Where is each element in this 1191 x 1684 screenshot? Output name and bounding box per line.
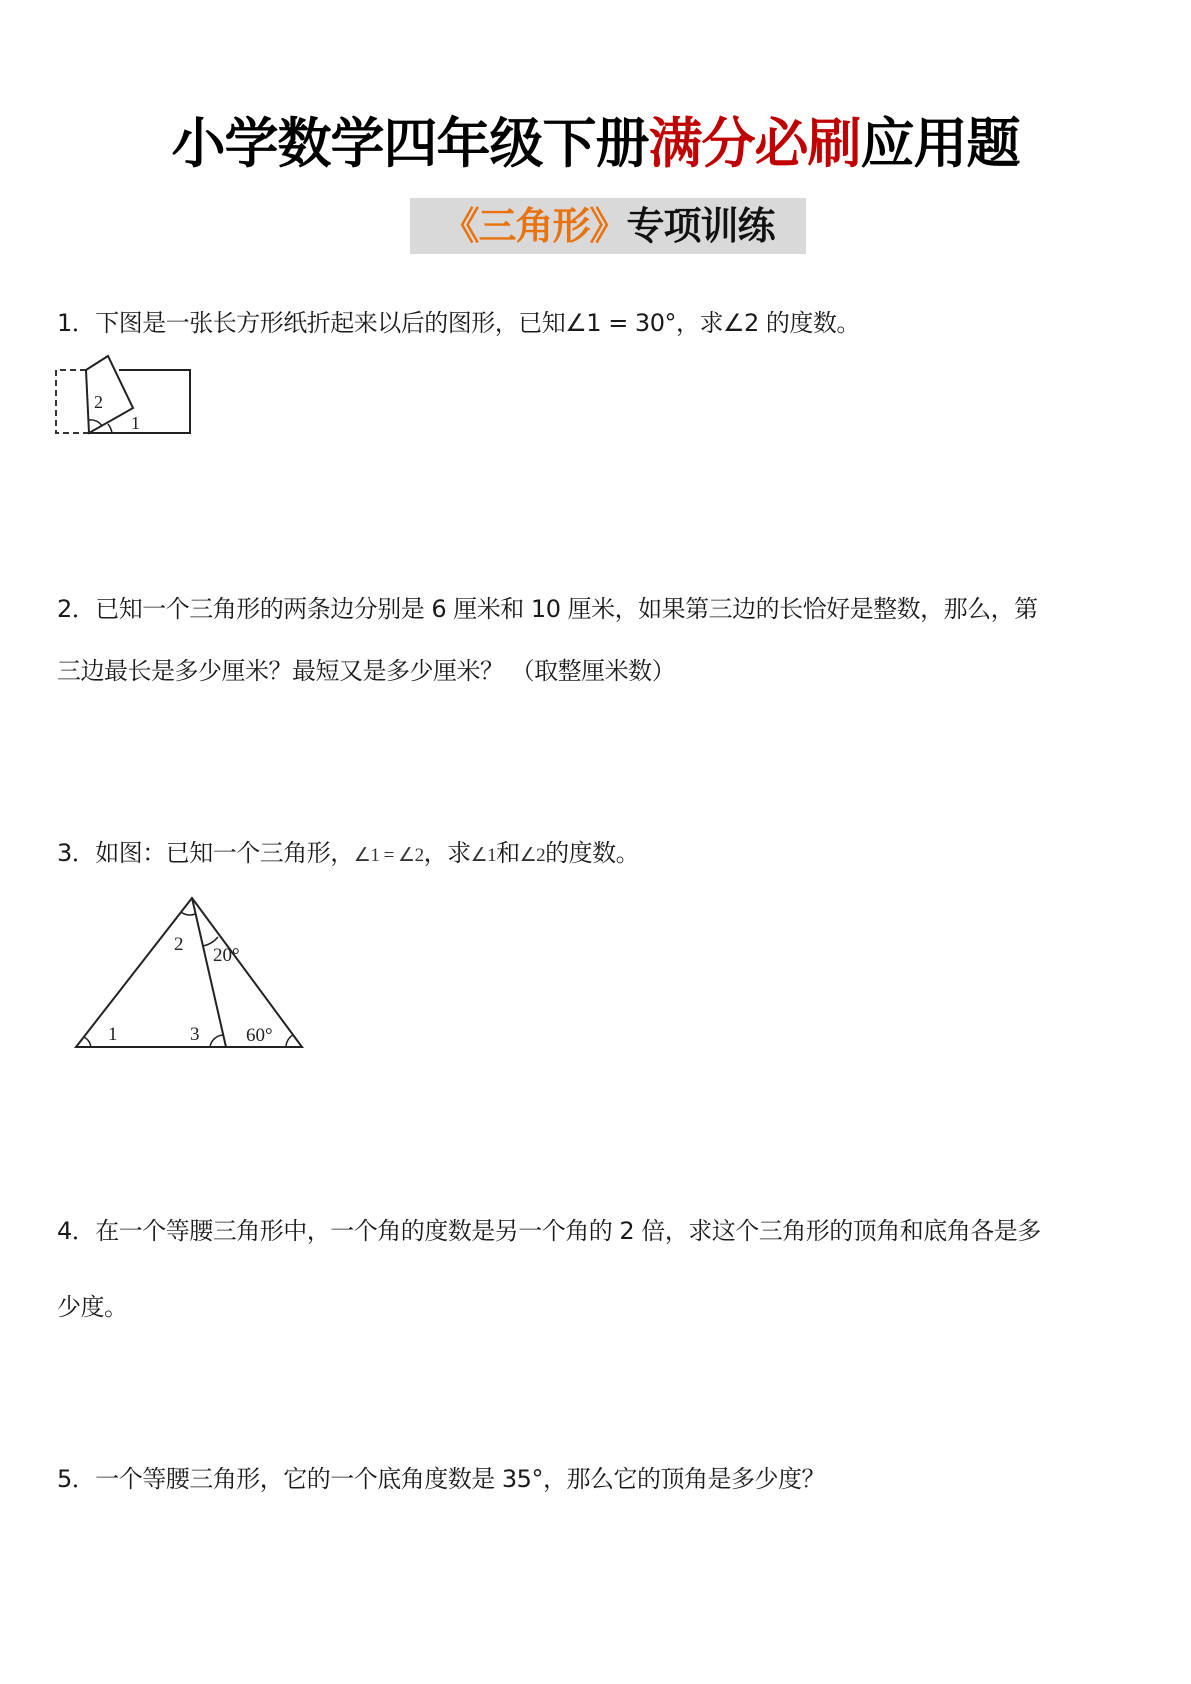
- angle-20-label: 20°: [213, 945, 240, 966]
- question-text: 一个等腰三角形，它的一个底角度数是 35°，那么它的顶角是多少度？: [95, 1465, 825, 1493]
- question-text-line2: 三边最长是多少厘米？最短又是多少厘米？ （取整厘米数）: [57, 657, 676, 685]
- angle-2-label: 2: [174, 934, 184, 955]
- math-angle-1: ∠1: [470, 845, 497, 866]
- angle-1-label: 1: [108, 1024, 118, 1045]
- question-number: 3．: [57, 839, 96, 867]
- question-text-line1: 已知一个三角形的两条边分别是 6 厘米和 10 厘米，如果第三边的长恰好是整数，那么，第: [95, 595, 1038, 623]
- angle-60-label: 60°: [246, 1025, 273, 1046]
- question-text: 下图是一张长方形纸折起来以后的图形，已知∠1 = 30°，求∠2 的度数。: [95, 309, 860, 337]
- angle-2-label: 2: [94, 392, 103, 412]
- subtitle-rest: 专项训练: [626, 204, 775, 248]
- angle-3-label: 3: [190, 1024, 200, 1045]
- subtitle-topic: 《三角形》: [441, 204, 627, 248]
- question-5: [57, 1448, 1147, 1510]
- question-text: 和: [496, 839, 520, 867]
- title-highlight: 满分必刷: [648, 112, 861, 175]
- question-text: 如图：已知一个三角形，: [95, 839, 354, 867]
- question-text: 的度数。: [545, 839, 640, 867]
- math-angle-equation: ∠1 = ∠2: [353, 845, 424, 866]
- question-text-line1: 在一个等腰三角形中，一个角的度数是另一个角的 2 倍，求这个三角形的顶角和底角各是多: [95, 1217, 1041, 1245]
- question-number: 4．: [57, 1217, 96, 1245]
- angle-1-label: 1: [131, 413, 140, 433]
- math-angle-2: ∠2: [519, 845, 546, 866]
- question-number: 5．: [57, 1465, 96, 1493]
- question-text: ，求: [423, 839, 471, 867]
- question-4: [57, 1200, 1147, 1338]
- question-number: 1．: [57, 309, 96, 337]
- title-part1: 小学数学四年级下册: [171, 112, 649, 175]
- question-text-line2: 少度。: [57, 1293, 128, 1321]
- question-number: 2．: [57, 595, 96, 623]
- title-part2: 应用题: [860, 112, 1020, 175]
